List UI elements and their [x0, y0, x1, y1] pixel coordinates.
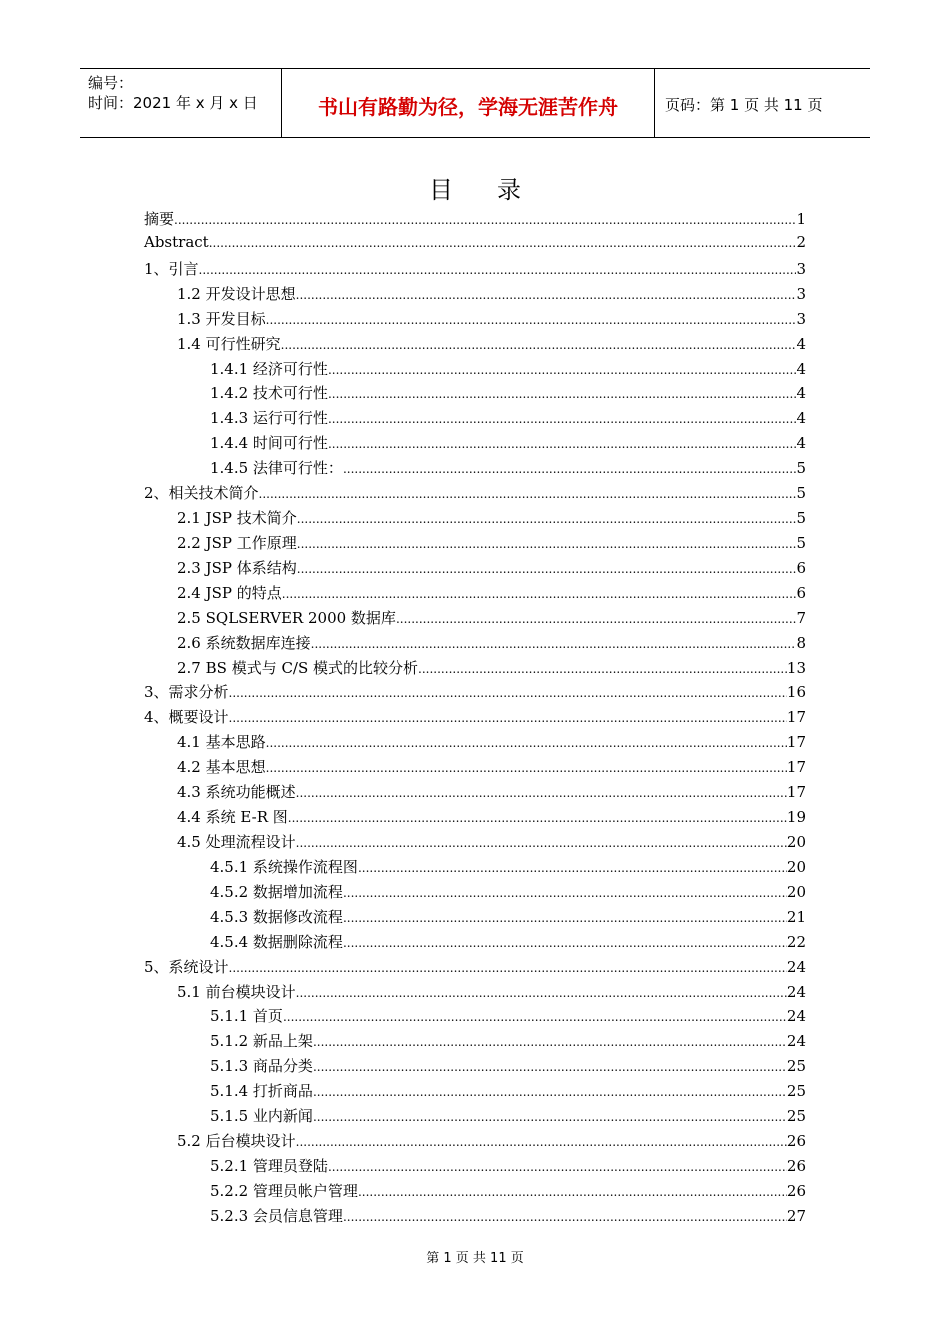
toc-dot-leader [418, 662, 787, 676]
toc-dot-leader [343, 462, 797, 476]
toc-entry-label: 4.1 基本思路 [177, 733, 266, 752]
toc-entry[interactable] [210, 856, 806, 878]
toc-entry-label: 4.5.4 数据删除流程 [210, 932, 343, 951]
toc-entry-page: 3 [796, 284, 806, 303]
toc-entry[interactable] [177, 981, 806, 1003]
toc-dot-leader [358, 861, 787, 875]
toc-entry-label: 4.5.1 系统操作流程图 [210, 857, 358, 876]
toc-entry-page: 4 [796, 434, 806, 453]
toc-entry[interactable] [177, 806, 806, 828]
toc-dot-leader [266, 313, 797, 327]
toc-entry[interactable] [210, 1205, 806, 1227]
toc-entry-label: 1.4 可行性研究 [177, 334, 281, 353]
toc-entry-label: 1.4.5 法律可行性： [210, 459, 343, 478]
toc-entry-label: 1.4.3 运行可行性 [210, 409, 328, 428]
toc-dot-leader [328, 1160, 787, 1174]
toc-entry[interactable] [210, 1105, 806, 1127]
toc-entry[interactable] [177, 607, 806, 629]
toc-entry[interactable] [210, 358, 806, 380]
toc-dot-leader [296, 1135, 787, 1149]
toc-entry[interactable] [177, 582, 806, 604]
toc-entry-page: 4 [796, 409, 806, 428]
header-motto: 书山有路勤为径，学海无涯苦作舟 [318, 95, 618, 119]
toc-entry[interactable] [210, 457, 806, 479]
toc-entry[interactable] [177, 632, 806, 654]
toc-entry[interactable] [210, 1180, 806, 1202]
toc-entry-page: 8 [796, 633, 806, 652]
toc-entry-label: 摘要 [144, 210, 175, 228]
toc-entry-page: 1 [796, 210, 806, 228]
toc-entry-label: 2.2 JSP 工作原理 [177, 533, 297, 552]
toc-dot-leader [313, 1035, 787, 1049]
toc-entry-label: 1.4.1 经济可行性 [210, 359, 328, 378]
toc-entry-label: 1.4.4 时间可行性 [210, 434, 328, 453]
toc-entry-page: 24 [786, 1007, 806, 1026]
toc-entry[interactable] [210, 906, 806, 928]
toc-dot-leader [313, 1060, 787, 1074]
toc-dot-leader [343, 886, 787, 900]
toc-entry-label: 2.3 JSP 体系结构 [177, 558, 297, 577]
toc-entry-page: 20 [786, 833, 806, 851]
header-motto-cell [281, 69, 655, 137]
toc-dot-leader [174, 213, 796, 227]
toc-dot-leader [209, 236, 797, 250]
toc-entry[interactable] [177, 333, 806, 355]
toc-entry-label: 2.1 JSP 技术简介 [177, 509, 297, 528]
toc-title: 目录 [429, 176, 565, 204]
toc-entry-label: 4.4 系统 E-R 图 [177, 808, 288, 827]
toc-dot-leader [288, 811, 787, 825]
toc-dot-leader [259, 487, 797, 501]
toc-entry-label: 1、引言 [144, 259, 199, 278]
toc-entry-label: 5.1.5 业内新闻 [210, 1107, 313, 1126]
toc-entry-label: 4.5.2 数据增加流程 [210, 882, 343, 901]
toc-entry[interactable] [210, 1055, 806, 1077]
toc-entry-label: 5.1 前台模块设计 [177, 982, 296, 1001]
toc-entry-page: 13 [786, 658, 806, 677]
toc-entry[interactable] [177, 532, 806, 554]
toc-entry-page: 22 [786, 932, 806, 951]
toc-entry[interactable] [144, 208, 806, 230]
toc-entry[interactable] [177, 283, 806, 305]
toc-entry-label: 4.5.3 数据修改流程 [210, 907, 343, 926]
toc-entry-label: 5.2 后台模块设计 [177, 1132, 296, 1151]
toc-entry-label: 5.1.3 商品分类 [210, 1057, 313, 1076]
toc-entry-page: 16 [786, 683, 806, 702]
toc-entry[interactable] [210, 432, 806, 454]
toc-entry-page: 5 [796, 533, 806, 552]
toc-entry[interactable] [144, 482, 806, 504]
toc-dot-leader [283, 1010, 787, 1024]
toc-entry-page: 5 [796, 459, 806, 478]
toc-dot-leader [229, 686, 787, 700]
toc-entry[interactable] [177, 781, 806, 803]
toc-entry-page: 4 [796, 359, 806, 378]
toc-entry-label: 2、相关技术简介 [144, 484, 259, 503]
toc-dot-leader [296, 836, 787, 850]
toc-dot-leader [297, 537, 797, 551]
toc-entry-label: 2.6 系统数据库连接 [177, 633, 311, 652]
toc-entry-label: 2.5 SQLSERVER 2000 数据库 [177, 608, 396, 627]
toc-dot-leader [297, 562, 797, 576]
toc-entry-label: 4.3 系统功能概述 [177, 783, 296, 802]
toc-entry-label: 5.2.1 管理员登陆 [210, 1156, 328, 1175]
toc-dot-leader [296, 786, 787, 800]
toc-entry-label: 4.5 处理流程设计 [177, 833, 296, 851]
toc-entry-page: 24 [786, 982, 806, 1001]
toc-entry[interactable] [177, 557, 806, 579]
toc-dot-leader [296, 986, 787, 1000]
toc-entry-label: 1.2 开发设计思想 [177, 284, 296, 303]
toc-entry-label: 5.2.2 管理员帐户管理 [210, 1181, 358, 1200]
toc-entry-page: 27 [786, 1206, 806, 1225]
toc-dot-leader [328, 387, 797, 401]
toc-entry-page: 3 [796, 309, 806, 328]
toc-entry-label: 1.3 开发目标 [177, 309, 266, 328]
toc-entry[interactable] [177, 507, 806, 529]
toc-entry-label: 5.1.2 新品上架 [210, 1032, 313, 1051]
toc-dot-leader [281, 338, 797, 352]
toc-entry-page: 6 [796, 583, 806, 602]
toc-dot-leader [296, 288, 797, 302]
toc-entry-page: 26 [786, 1181, 806, 1200]
toc-entry-page: 17 [786, 758, 806, 777]
toc-entry-page: 19 [786, 808, 806, 827]
header-meta-cell [80, 69, 280, 137]
toc-entry-page: 17 [786, 708, 806, 727]
toc-entry-page: 2 [796, 232, 806, 251]
header-page-info: 页码：第 1 页 共 11 页 [665, 96, 823, 114]
toc-dot-leader [313, 1085, 787, 1099]
toc-entry-label: 2.7 BS 模式与 C/S 模式的比较分析 [177, 658, 419, 677]
toc-entry-page: 21 [786, 907, 806, 926]
toc-dot-leader [396, 612, 797, 626]
toc-entry-page: 17 [786, 733, 806, 752]
toc-entry[interactable] [177, 756, 806, 778]
toc-entry[interactable] [210, 407, 806, 429]
toc-entry[interactable] [210, 1080, 806, 1102]
toc-entry-label: 5.2.3 会员信息管理 [210, 1206, 343, 1225]
toc-entry-page: 5 [796, 484, 806, 503]
toc-entry[interactable] [177, 831, 806, 853]
toc-entry-label: 5.1.1 首页 [210, 1007, 283, 1026]
toc-dot-leader [229, 711, 787, 725]
toc-entry-label: 2.4 JSP 的特点 [177, 583, 282, 602]
toc-entry-label: 3、需求分析 [144, 683, 229, 702]
toc-entry-page: 25 [786, 1082, 806, 1101]
toc-dot-leader [297, 512, 797, 526]
toc-entry-label: 4、概要设计 [144, 708, 229, 727]
toc-entry-page: 26 [786, 1132, 806, 1151]
document-number-label: 编号： [88, 74, 134, 92]
toc-dot-leader [311, 637, 797, 651]
toc-entry-label: 5、系统设计 [144, 957, 229, 976]
toc-entry[interactable] [210, 1030, 806, 1052]
toc-dot-leader [313, 1110, 787, 1124]
toc-entry-page: 7 [796, 608, 806, 627]
toc-entry-label: 1.4.2 技术可行性 [210, 384, 328, 403]
toc-entry[interactable] [177, 657, 806, 679]
toc-dot-leader [343, 911, 787, 925]
toc-entry-page: 24 [786, 1032, 806, 1051]
toc-entry-label: 5.1.4 打折商品 [210, 1082, 313, 1101]
toc-entry-page: 17 [786, 783, 806, 802]
toc-entry-page: 4 [796, 334, 806, 353]
toc-entry[interactable] [210, 1155, 806, 1177]
toc-entry-page: 20 [786, 857, 806, 876]
toc-entry-page: 24 [786, 957, 806, 976]
toc-dot-leader [328, 412, 797, 426]
toc-dot-leader [328, 363, 797, 377]
toc-entry[interactable] [210, 931, 806, 953]
toc-dot-leader [282, 587, 797, 601]
toc-entry[interactable] [144, 681, 806, 703]
toc-entry-page: 26 [786, 1156, 806, 1175]
page-header [80, 68, 870, 138]
toc-dot-leader [266, 761, 787, 775]
toc-entry[interactable] [210, 1005, 806, 1027]
toc-entry-page: 6 [796, 558, 806, 577]
toc-entry-label: Abstract [144, 232, 209, 251]
toc-dot-leader [199, 263, 797, 277]
toc-entry[interactable] [210, 881, 806, 903]
toc-entry-page: 4 [796, 384, 806, 403]
document-date: 时间：2021 年 x 月 x 日 [88, 94, 258, 112]
toc-entry-page: 25 [786, 1057, 806, 1076]
toc-dot-leader [328, 437, 797, 451]
page-footer: 第 1 页 共 11 页 [426, 1251, 524, 1266]
toc-dot-leader [229, 961, 787, 975]
toc-entry-page: 25 [786, 1107, 806, 1126]
toc-entry[interactable] [177, 308, 806, 330]
toc-dot-leader [343, 936, 787, 950]
toc-entry[interactable] [177, 1130, 806, 1152]
toc-entry-page: 20 [786, 882, 806, 901]
toc-entry[interactable] [144, 258, 806, 280]
toc-entry[interactable] [210, 382, 806, 404]
toc-entry[interactable] [177, 731, 806, 753]
toc-dot-leader [266, 736, 787, 750]
toc-entry-label: 4.2 基本思想 [177, 758, 266, 777]
toc-dot-leader [358, 1185, 787, 1199]
toc-entry-page: 5 [796, 509, 806, 528]
header-page-cell [655, 69, 870, 137]
toc-entry[interactable] [144, 706, 806, 728]
toc-entry[interactable] [144, 956, 806, 978]
toc-entry-page: 3 [796, 259, 806, 278]
toc-entry[interactable] [144, 233, 806, 255]
toc-dot-leader [343, 1210, 787, 1224]
